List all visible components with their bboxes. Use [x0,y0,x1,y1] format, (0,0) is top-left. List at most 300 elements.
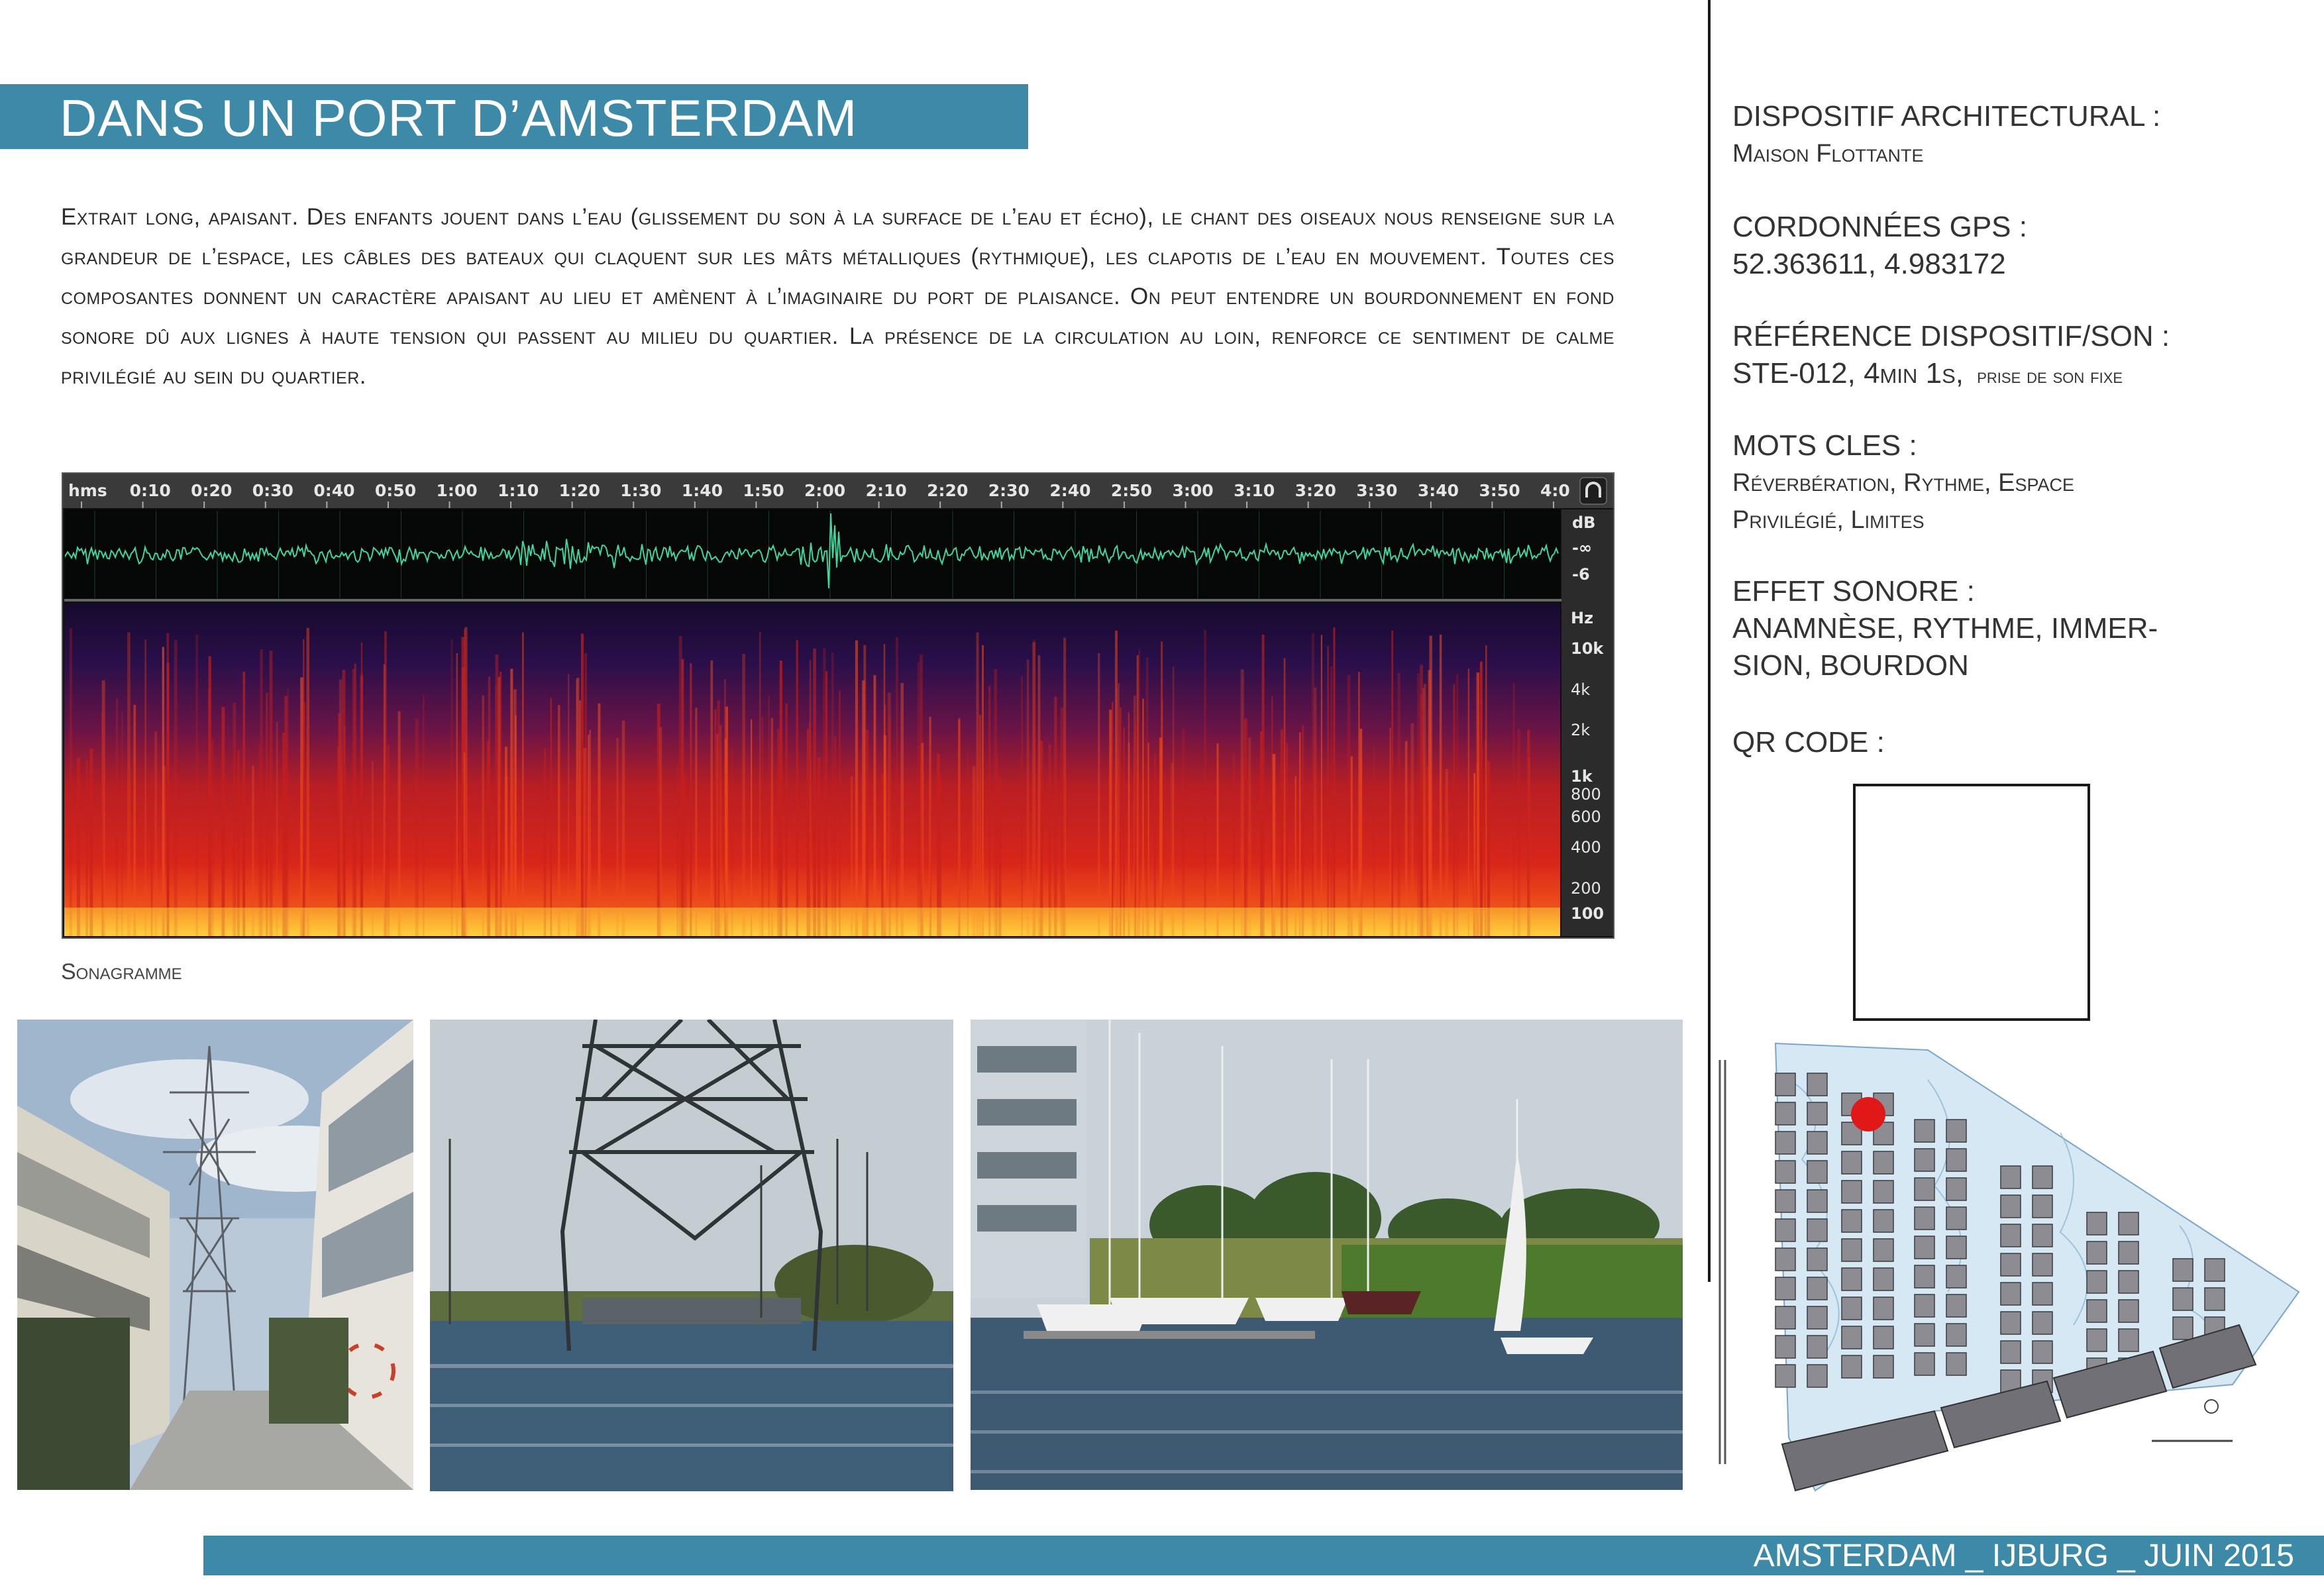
spectrum-streak [415,719,419,936]
spectrum-streak [622,721,625,936]
spectrum-streak [451,639,453,936]
spectrum-streak [498,677,500,936]
spectrum-streak [127,633,131,936]
spectrum-streak [659,727,662,936]
footer-bar [203,1536,2324,1575]
spectrum-streak [1456,674,1458,936]
spectrum-streak [813,649,816,936]
time-label: 0:20 [191,481,233,500]
time-label: 4:0 [1540,481,1570,500]
hz-label: 400 [1571,838,1601,857]
spectrum-streak [558,705,560,936]
spectrum-streak [423,695,424,936]
spectrum-streak [1142,699,1143,936]
spectrum-streak [770,718,773,936]
qr-label: QR CODE : [1732,726,1885,759]
spectrum-streak [1420,694,1424,936]
map-house [2087,1329,2107,1351]
map-house [2173,1317,2193,1340]
spectrum-streak [1022,676,1023,936]
map-house [1807,1365,1827,1387]
page-title: DANS UN PORT D’AMSTERDAM [60,89,858,147]
spectrum-streak [1139,649,1140,936]
effet-sonore-line2: SION, BOURDON [1732,649,1969,682]
time-label: 3:00 [1172,481,1214,500]
hz-label: 10k [1571,639,1604,658]
info-effet-sonore [1732,573,2315,684]
spectrum-streak [1182,729,1185,936]
map-house [1946,1178,1966,1200]
map-house [2033,1166,2052,1188]
spectrum-streak [1440,635,1442,936]
spectrum-streak [1204,630,1206,936]
spectrum-streak [598,704,600,936]
map-house [1946,1265,1966,1288]
map-house [2001,1283,2021,1305]
spectrum-streak [243,672,246,936]
spectrum-streak [1245,718,1248,936]
spectrum-streak [568,674,569,936]
time-label: 3:40 [1417,481,1459,500]
spectrum-streak [307,628,309,936]
map-house [1807,1161,1827,1183]
spectrum-streak [1128,712,1130,936]
hz-label: 800 [1571,785,1601,804]
spectrum-streak [361,673,363,936]
time-label: 0:40 [313,481,355,500]
spectrum-streak [398,711,401,936]
map-house [1915,1353,1934,1375]
hz-label: 2k [1571,721,1591,739]
spectrum-streak [1137,655,1139,936]
map-house [1946,1294,1966,1317]
map-house [1775,1336,1795,1358]
spectrum-streak [873,675,876,936]
spectrum-streak [1260,731,1262,936]
spectrum-streak [1284,658,1286,936]
description-text: Extrait long, apaisant. Des enfants jouent dans l’eau (glissement du son à la surface de l’eau et écho), le chant des oiseaux nous renseigne sur la grandeur de l’espace, les câbles des bateaux qui claquent sur les mâts métalliques (rythmique), les clapotis de l’eau en mouvement. Toutes ces composantes donnent un caractère apaisant au lieu et amènent à l’imaginaire du port de plaisance. On peut entendre un bourdonnement en fond sonore dû aux lignes à haute tension qui passent au milieu du quartier. La présence de la circulation au loin, renforce ce sentiment de calme privilégié au sein du quartier. [61,204,1614,389]
spectrum-streak [116,698,118,936]
map-house [2033,1312,2052,1334]
spectrum-streak [1527,730,1530,936]
spectrum-streak [1480,661,1482,936]
spectrum-streak [768,696,770,936]
spectrum-streak [166,633,169,936]
spectrum-streak [1518,729,1520,936]
map-house [1874,1239,1893,1261]
effet-sonore-label: EFFET SONORE : [1732,575,1975,607]
time-label: 1:00 [436,481,478,500]
spectrum-streak [1417,673,1420,936]
spectrum-streak [1281,729,1283,936]
spectrum-streak [1098,653,1100,936]
map-house [1874,1210,1893,1232]
spectrum-streak [988,686,990,936]
map-house [1842,1326,1862,1349]
spectrum-streak [589,730,591,936]
gps-value: 52.363611, 4.983172 [1732,248,2006,280]
map-house [2119,1329,2139,1351]
hz-label: 1k [1571,767,1593,786]
spectrum-streak [759,632,761,936]
time-label: hms [68,481,107,500]
spectrum-streak [896,637,898,936]
spectrum-streak [616,738,618,936]
spectrum-streak [714,710,716,936]
spectrum-streak [918,662,920,936]
map-house [1775,1219,1795,1241]
spectrum-streak [133,705,136,936]
map-house [1775,1277,1795,1300]
time-label: 1:10 [498,481,539,500]
spectrum-streak [1299,733,1300,936]
mots-cles-line2: Privilégié, Limites [1732,506,1925,534]
spectrum-streak [1049,744,1051,936]
spectrum-streak [581,633,584,936]
spectrum-streak [1120,708,1122,936]
map-house [1946,1236,1966,1259]
map-house [1915,1120,1934,1142]
map-house [1874,1268,1893,1290]
map-house [1842,1151,1862,1174]
spectrum-streak [209,657,211,936]
spectrum-streak [101,712,103,936]
map-house [2001,1341,2021,1363]
photo-pylon-water [430,1020,953,1491]
map-house [1775,1132,1795,1154]
time-label: 1:50 [743,481,784,500]
spectrum-streak [1123,727,1125,936]
dispositif-value: Maison Flottante [1732,140,1924,168]
map-house [2205,1288,2225,1310]
info-gps [1732,209,2315,283]
info-qr [1732,724,2315,761]
spectrum-streak [889,719,891,936]
spectrum-streak [958,719,961,936]
spectrum-streak [354,664,356,936]
map-house [1874,1151,1893,1174]
spectrum-streak [266,693,268,936]
time-label: 1:20 [558,481,600,500]
hz-label: 600 [1571,808,1601,826]
map-house [2001,1224,2021,1247]
time-label: 1:40 [681,481,723,500]
spectrum-streak [576,678,579,936]
reference-label: RÉFÉRENCE DISPOSITIF/SON : [1732,320,2170,352]
spectrum-low-band [64,908,1560,936]
spectrum-streak [796,640,798,936]
spectrum-streak [588,735,590,936]
map-house [2173,1288,2193,1310]
time-label: 0:30 [252,481,293,500]
spectrum-streak [121,712,123,936]
spectrum-streak [1038,655,1041,936]
location-marker [1851,1097,1885,1132]
dispositif-label: DISPOSITIF ARCHITECTURAL : [1732,100,2161,132]
spectrum-streak [1314,688,1316,936]
spectrum-streak [761,717,763,936]
map-house [1842,1297,1862,1320]
time-label: 2:50 [1110,481,1153,500]
spectrum-streak [1032,642,1035,936]
spectrum-streak [1115,631,1118,936]
spectrum-streak [1405,741,1408,936]
map-house [2033,1195,2052,1218]
map-house [1946,1207,1966,1230]
map-house [1842,1210,1862,1232]
spectrum-streak [154,731,157,936]
spectrum-streak [695,708,697,936]
spectrum-streak [1429,636,1432,936]
hz-label: 200 [1571,879,1601,898]
map-house [1915,1149,1934,1171]
spectrum-streak [276,721,278,936]
time-label: 2:30 [988,481,1030,500]
map-house [1842,1355,1862,1378]
map-house [2087,1271,2107,1293]
spectrum-streak [862,680,865,936]
spectrum-streak [785,704,787,936]
hz-label: Hz [1571,609,1594,627]
map-house [2033,1224,2052,1247]
map-house [1874,1297,1893,1320]
sonagram-graphic [63,474,1613,937]
spectrum-streak [387,744,390,936]
spectrum-streak [982,645,984,936]
spectrum-streak [1453,684,1455,936]
map-house [1807,1102,1827,1125]
spectrum-streak [1241,669,1244,936]
map-house [1874,1355,1893,1378]
spectrum-streak [1485,645,1487,936]
spectrum-streak [1063,729,1065,936]
info-mots-cles [1732,427,2315,539]
map-house [1946,1353,1966,1375]
gps-label: CORDONNÉES GPS : [1732,211,2027,243]
map-house [1775,1306,1795,1329]
map-house [1915,1294,1934,1317]
spectrum-streak [1390,727,1391,936]
map-house [2001,1253,2021,1276]
info-dispositif [1732,98,2315,172]
map-house [2173,1259,2193,1281]
map-house [1775,1190,1795,1212]
map-house [2001,1195,2021,1218]
map-house [1775,1248,1795,1271]
map-house [2119,1271,2139,1293]
map-house [1874,1181,1893,1203]
map-house [1915,1178,1934,1200]
spectrum-streak [343,670,346,936]
info-reference [1732,318,2315,394]
spectrum-streak [584,653,587,936]
spectrum-streak [221,707,225,936]
map-house [1842,1239,1862,1261]
photo-marina [971,1020,1683,1490]
hz-label: 4k [1571,680,1591,699]
map-house [2087,1212,2107,1235]
time-label: 2:20 [927,481,969,500]
spectrum-streak [777,729,780,936]
spectrum-streak [1359,729,1362,936]
reference-note: prise de son fixe [1977,364,2123,388]
spectrum-streak [551,698,552,936]
spectrum-streak [839,691,840,936]
map-house [2001,1166,2021,1188]
db-label: -∞ [1572,539,1592,557]
spectrum-streak [515,715,516,936]
map-house [1946,1149,1966,1171]
spectrum-streak [809,723,810,936]
spectrum-streak [258,745,260,936]
time-label: 3:10 [1234,481,1275,500]
spectrum-streak [1468,668,1469,936]
spectrum-streak [780,660,782,936]
photo-street-pylon [17,1020,413,1490]
map-house [1775,1161,1795,1183]
footer-text: AMSTERDAM _ IJBURG _ JUIN 2015 [1753,1538,2294,1573]
spectrum-streak [1054,697,1057,936]
spectrum-streak [690,663,692,936]
map-house [1946,1120,1966,1142]
spectrum-streak [855,641,858,936]
spectrum-streak [1027,659,1030,936]
spectrum-streak [233,703,236,936]
map-house [2033,1283,2052,1305]
time-label: 2:00 [804,481,846,500]
map-house [1807,1336,1827,1358]
spectrum-streak [1217,743,1219,936]
spectrum-streak [1347,675,1351,936]
spectrum-streak [742,654,745,936]
spectrum-streak [1161,641,1163,936]
spectrum-streak [725,739,727,936]
title-bar [0,84,1028,149]
spectrum-streak [488,676,491,936]
time-label: 3:50 [1479,481,1520,500]
map-house [2001,1312,2021,1334]
time-label: 3:30 [1356,481,1398,500]
spectrum-streak [710,660,713,936]
spectrum-streak [920,655,923,936]
spectrum-streak [825,671,827,936]
spectrum-streak [174,641,178,936]
spectrum-streak [1330,666,1332,936]
spectrum-streak [900,683,904,936]
spectrum-streak [1358,672,1359,936]
map-house [1915,1236,1934,1259]
map-house [1807,1306,1827,1329]
qr-code-box [1853,784,2090,1021]
map-house [2119,1241,2139,1264]
spectrum-streak [522,632,523,936]
map-house [1915,1324,1934,1346]
spectrum-streak [823,649,825,936]
spectrum-streak [1327,646,1329,936]
spectrum-streak [930,745,931,936]
time-label: 1:30 [620,481,662,500]
spectrum-streak [807,729,809,936]
spectrum-streak [1109,710,1112,936]
spectrum-streak [1061,708,1064,936]
spectrum-streak [751,719,752,936]
time-label: 2:40 [1049,481,1091,500]
column-divider [1708,0,1711,1282]
time-label: 2:10 [865,481,907,500]
spectrum-streak [270,651,273,936]
sonagram [62,472,1614,939]
spectrum-streak [1262,635,1265,936]
map-house [1807,1277,1827,1300]
spectrum-streak [1410,723,1414,936]
map-house [1775,1102,1795,1125]
map-house [2087,1241,2107,1264]
spectrum-streak [1391,631,1393,936]
hz-label: 100 [1571,904,1605,923]
map-house [2087,1300,2107,1322]
db-label: dB [1572,513,1596,532]
spectrum-streak [144,639,146,936]
time-label: 3:20 [1294,481,1336,500]
map-house [1775,1073,1795,1096]
map-house [2033,1341,2052,1363]
spectrum-streak [338,713,341,936]
spectrum-streak [831,653,834,936]
map-house [1842,1181,1862,1203]
map-house [1775,1365,1795,1387]
mots-cles-label: MOTS CLES : [1732,429,1917,462]
map-house [1874,1326,1893,1349]
spectrum-streak [1286,743,1288,936]
spectrum-streak [287,688,289,936]
spectrum-streak [211,739,214,936]
spectrum-streak [510,669,513,936]
spectrum-streak [866,730,869,936]
spectrum-streak [834,736,836,936]
spectrum-streak [1398,672,1400,936]
spectrum-streak [1248,737,1251,936]
spectrum-streak [1135,723,1136,936]
spectrum-streak [195,635,198,936]
map-house [2119,1300,2139,1322]
map-house [1807,1219,1827,1241]
map-house [1842,1268,1862,1290]
spectrum-streak [579,700,581,936]
spectrum-streak [1148,743,1149,936]
spectrum-streak [681,659,684,936]
spectrum-streak [384,664,386,936]
time-label: 0:50 [374,481,417,500]
spectrum-streak [717,700,720,936]
map-house [1946,1324,1966,1346]
spectrum-streak [976,633,978,936]
spectrum-streak [979,715,981,936]
spectrum-streak [260,649,262,936]
spectrum-streak [1321,635,1322,936]
map-house [2205,1259,2225,1281]
map-house [2119,1212,2139,1235]
spectrum-streak [1302,725,1304,936]
reference-duration: STE-012, 4min 1s, [1732,357,1964,390]
spectrum-streak [456,653,458,936]
spectrum-streak [303,639,305,936]
site-map [1716,1040,2324,1504]
spectrum-streak [482,696,484,936]
mots-cles-line1: Réverbération, Rythme, Espace [1732,469,2075,497]
map-house [2033,1253,2052,1276]
spectrum-streak [1112,702,1113,936]
map-house [1807,1132,1827,1154]
